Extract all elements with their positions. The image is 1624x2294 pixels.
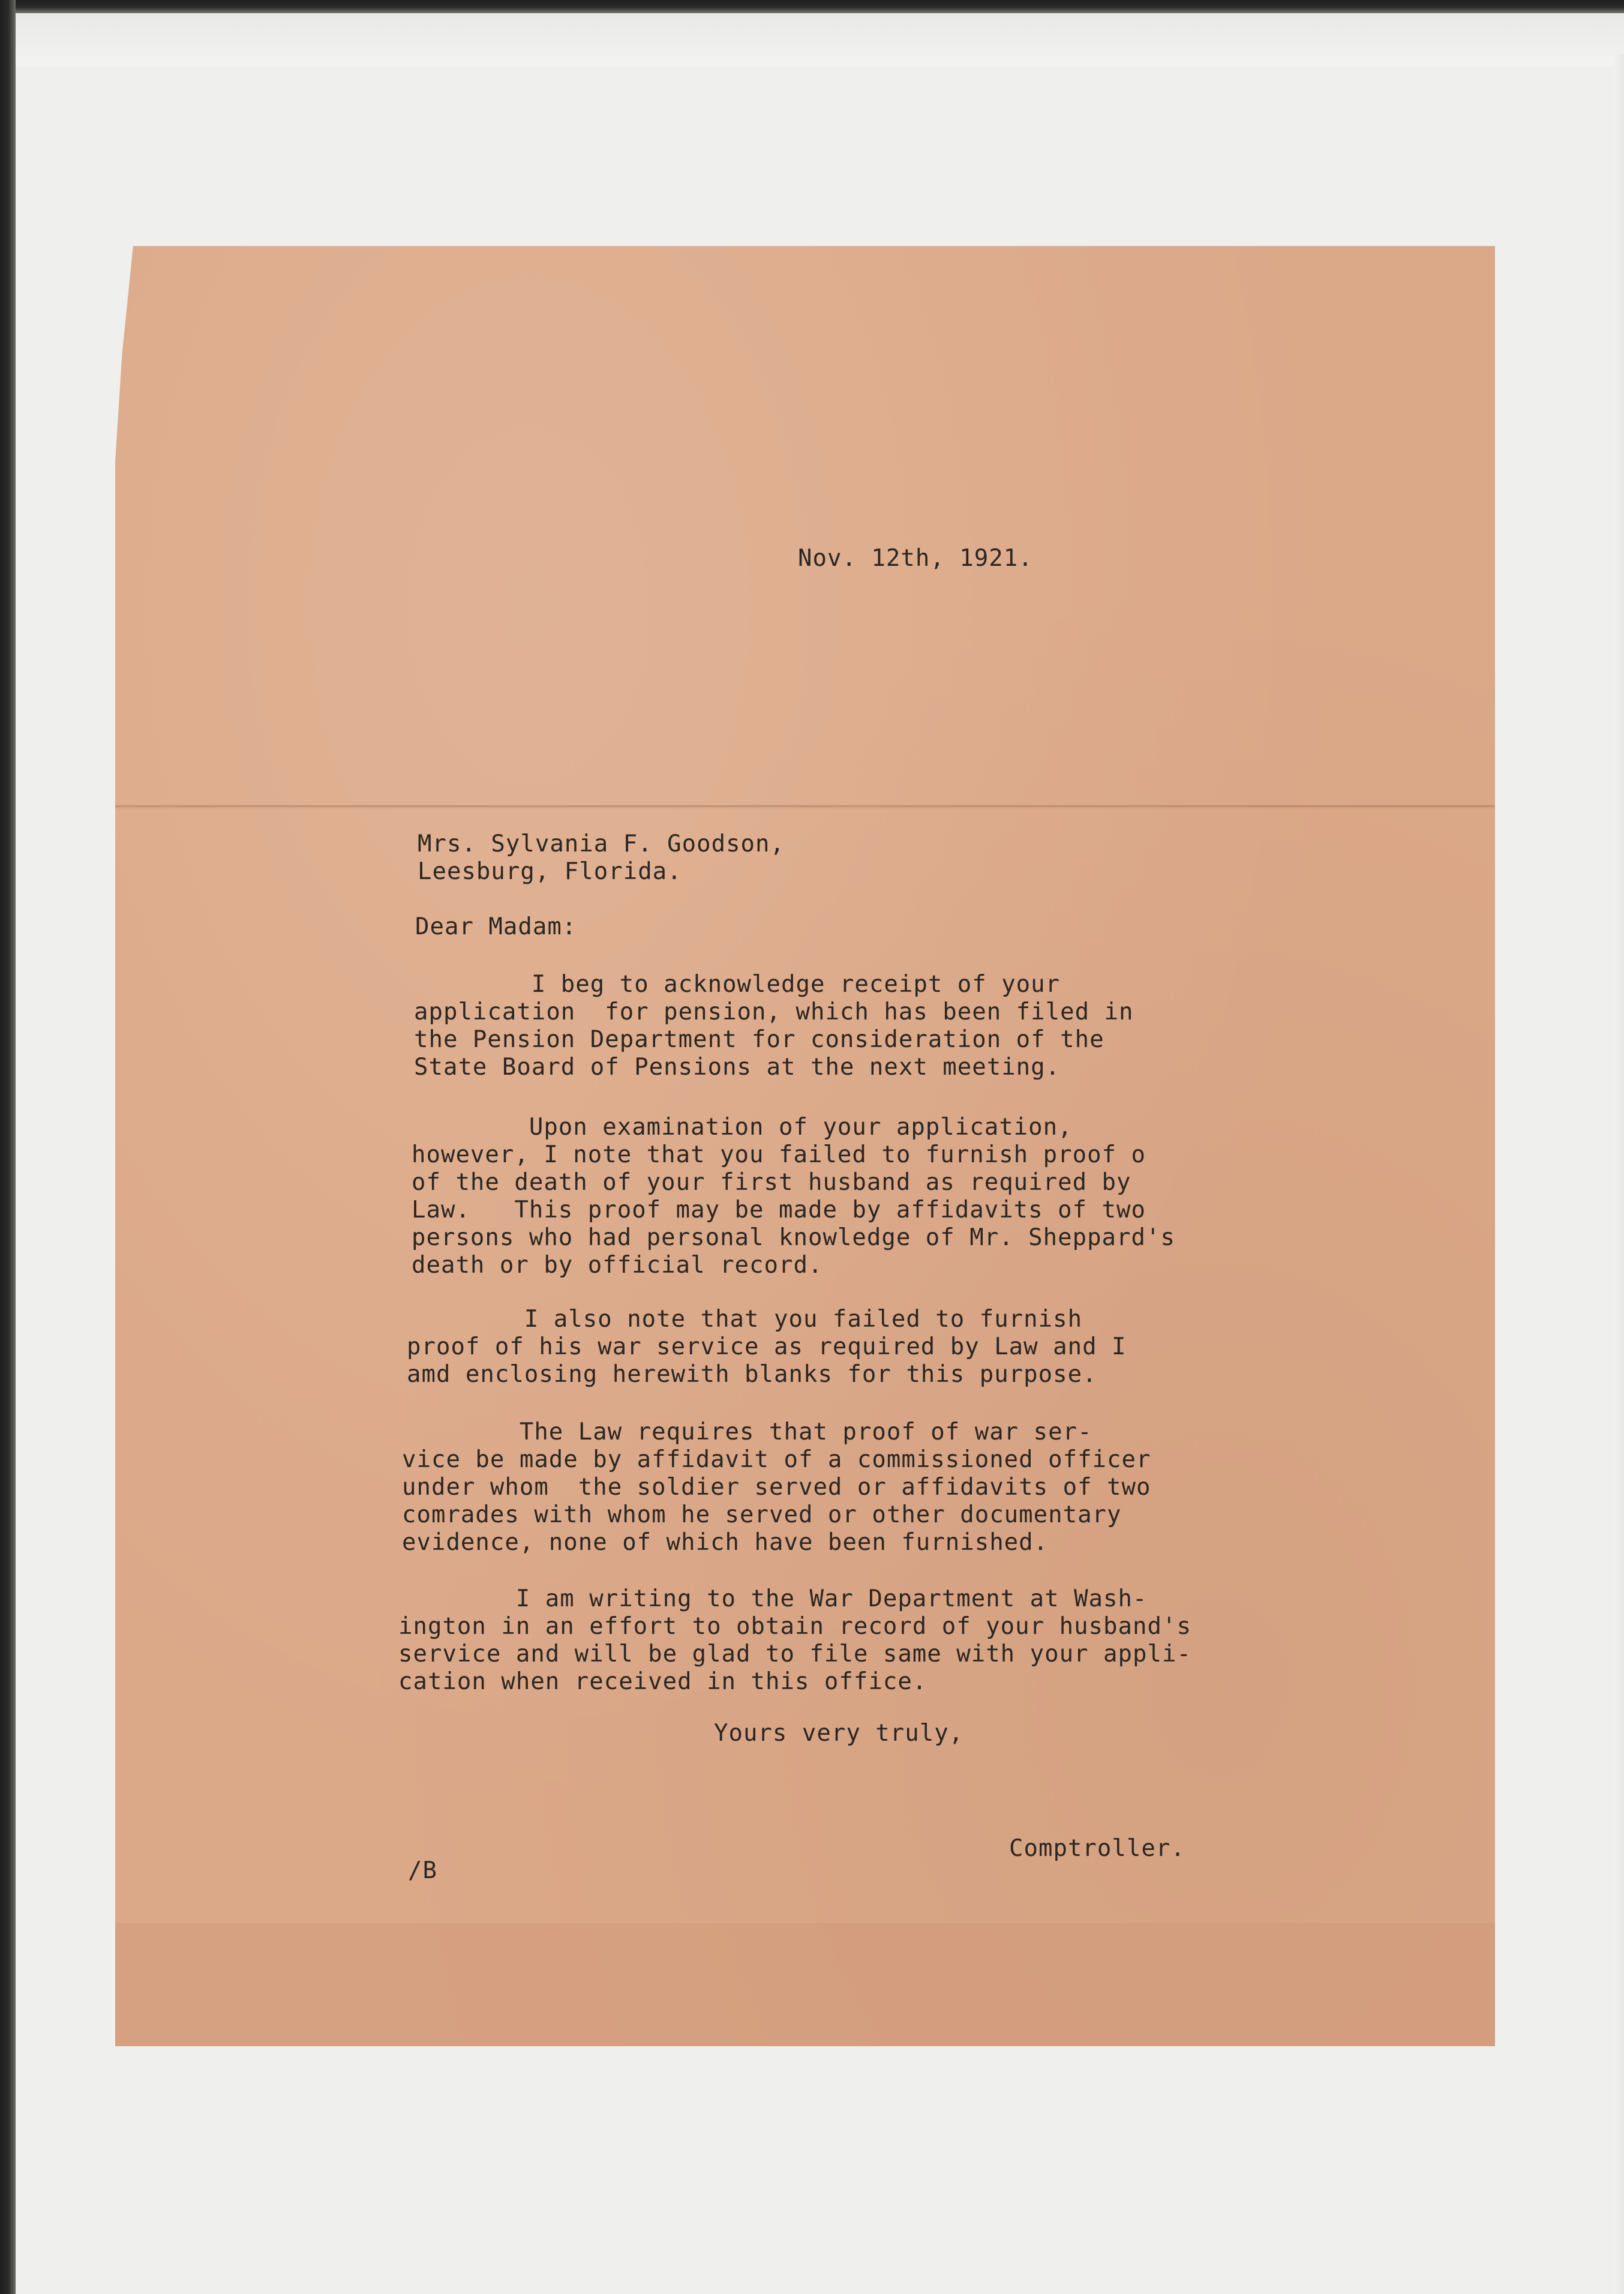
- scan-background-top: [16, 13, 1624, 66]
- paragraph-acknowledgement: I beg to acknowledge receipt of your application for pension, which has been filed in the Pension Department for consideration of the State Board of Pensions at the next meeting.: [414, 971, 1134, 1081]
- paragraph-law-requirements: The Law requires that proof of war ser- vice be made by affidavit of a commissioned officer under whom the soldier served or affidavits of two comrades with whom he served or other documentary evidence, none of which have been furnished.: [402, 1419, 1151, 1556]
- recipient-name: Mrs. Sylvania F. Goodson,: [418, 830, 785, 857]
- paragraph-proof-of-death: Upon examination of your application, however, I note that you failed to furnish proof o of the death of your first husband as required by Law. This proof may be made by affidavits of two persons who had personal knowledge of Mr. Sheppard's death or by official record.: [412, 1114, 1175, 1279]
- paper-fold-line: [115, 805, 1495, 807]
- scan-background-right: [1613, 54, 1624, 2294]
- recipient-address: Leesburg, Florida.: [418, 858, 682, 885]
- salutation: Dear Madam:: [415, 913, 577, 940]
- paragraph-war-service: I also note that you failed to furnish proof of his war service as required by Law and I amd enclosing herewith blanks for this purpose.: [407, 1306, 1127, 1388]
- closing: Yours very truly,: [714, 1720, 964, 1747]
- paragraph-war-department: I am writing to the War Department at Wash- ington in an effort to obtain record of your husband's service and will be glad to file same with your appli- cation when received in this office.: [398, 1585, 1191, 1695]
- typist-initials: /B: [408, 1857, 437, 1884]
- scan-frame-top: [0, 0, 1624, 13]
- scan-frame-left: [0, 0, 16, 2294]
- letter-date: Nov. 12th, 1921.: [798, 545, 1033, 572]
- paper-bottom-fold: [115, 1923, 1495, 2046]
- signature-title: Comptroller.: [1009, 1835, 1185, 1862]
